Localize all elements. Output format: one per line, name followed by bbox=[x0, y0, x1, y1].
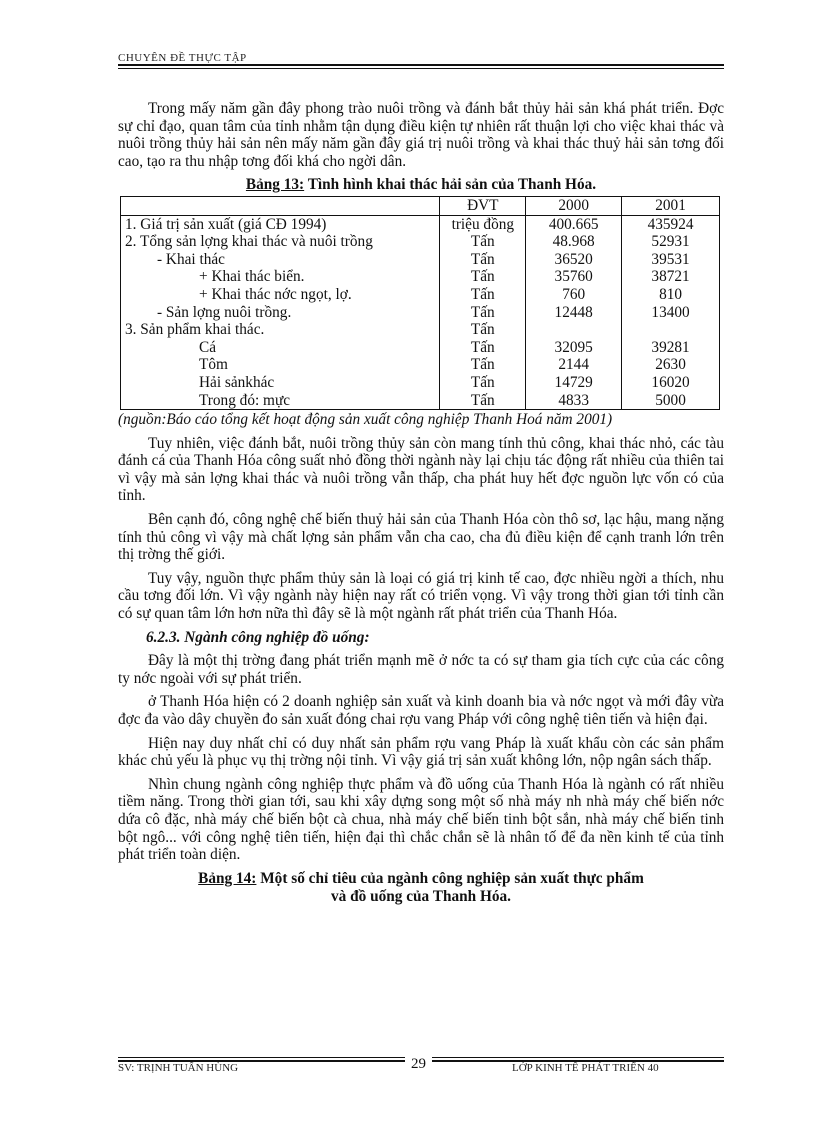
page-number: 29 bbox=[405, 1056, 432, 1073]
table-cell-2000: 2144 bbox=[526, 356, 622, 374]
table-cell-label: + Khai thác nớc ngọt, lợ. bbox=[121, 286, 440, 304]
section-heading: 6.2.3. Ngành công nghiệp đồ uống: bbox=[146, 628, 370, 646]
paragraph: Tuy nhiên, việc đánh bắt, nuôi trồng thủy sản còn mang tính thủ công, khai thác nhỏ, các tàu đánh cá của Thanh Hóa công suất nhỏ đồng thời ngành này lại chịu tác động rất nhiều của thiên tai vì vậy mà sản lợng khai thác và nuôi trồng vẫn thấp, cha phát huy hết đợc nguồn lực vốn có của tỉnh. bbox=[118, 434, 724, 505]
page-header: CHUYÊN ĐỀ THỰC TẬP bbox=[118, 52, 247, 64]
table-cell-2000: 4833 bbox=[526, 392, 622, 410]
table-row bbox=[121, 321, 720, 339]
footer-class: LỚP KINH TẾ PHÁT TRIỂN 40 bbox=[512, 1062, 659, 1074]
table-cell-unit: Tấn bbox=[440, 339, 526, 357]
table-row bbox=[121, 251, 720, 269]
table-cell-2001: 5000 bbox=[622, 392, 720, 410]
table-header-cell: ĐVT bbox=[440, 196, 526, 215]
header-rule-thin bbox=[118, 68, 724, 69]
table-row bbox=[121, 356, 720, 374]
paragraph: Bên cạnh đó, công nghệ chế biến thuỷ hải sản của Thanh Hóa còn thô sơ, lạc hậu, mang nặng tính thủ công vì vậy mà chất lợng sản phẩm vẫn cha cao, cha đủ điều kiện để cạnh tranh lớn trên thị trờng thế giới. bbox=[118, 511, 724, 564]
table-cell-2001 bbox=[622, 321, 720, 339]
table13-body bbox=[121, 215, 720, 410]
table-cell-label: 3. Sản phẩm khai thác. bbox=[121, 321, 440, 339]
table14-caption bbox=[118, 870, 724, 906]
table-header-cell: 2000 bbox=[526, 196, 622, 215]
table-cell-label: Hải sảnkhác bbox=[121, 374, 440, 392]
table-cell-label: 1. Giá trị sản xuất (giá CĐ 1994) bbox=[121, 215, 440, 233]
table-cell-2000: 32095 bbox=[526, 339, 622, 357]
table-cell-label: - Sản lợng nuôi trồng. bbox=[121, 304, 440, 322]
table-cell-unit: Tấn bbox=[440, 233, 526, 251]
table13-caption-label: Bảng 13: bbox=[245, 176, 305, 194]
table-row bbox=[121, 233, 720, 251]
table-cell-2001: 39531 bbox=[622, 251, 720, 269]
paragraph: Trong mấy năm gần đây phong trào nuôi trồng và đánh bắt thủy hải sản khá phát triển. Đợc sự chỉ đạo, quan tâm của tỉnh nhằm tận dụng điều kiện tự nhiên rất thuận lợi cho việc khai thác và nuôi trồng thủy hải sản nên mấy năm gần đây giá trị nuôi trồng và khai thác thuỷ hải sản tơng đối cao, tạo ra thu nhập tơng đối khá cho ngời dân. bbox=[118, 100, 724, 170]
table-cell-label: + Khai thác biển. bbox=[121, 268, 440, 286]
table14-caption-line2: và đồ uống của Thanh Hóa. bbox=[331, 887, 511, 905]
table-cell-unit: Tấn bbox=[440, 392, 526, 410]
table-cell-unit: Tấn bbox=[440, 304, 526, 322]
table-cell-2001: 52931 bbox=[622, 233, 720, 251]
table-cell-2000: 35760 bbox=[526, 268, 622, 286]
table-header-cell: 2001 bbox=[622, 196, 720, 215]
table-cell-unit: triệu đồng bbox=[440, 215, 526, 233]
table13-caption bbox=[118, 176, 724, 194]
table-cell-2000: 12448 bbox=[526, 304, 622, 322]
table13-caption-text: Tình hình khai thác hải sản của Thanh Hóa. bbox=[304, 176, 597, 194]
table-row bbox=[121, 339, 720, 357]
table-cell-2000 bbox=[526, 321, 622, 339]
table-cell-unit: Tấn bbox=[440, 321, 526, 339]
table14-caption-label: Bảng 14: bbox=[198, 869, 257, 887]
table-cell-label: Trong đó: mực bbox=[121, 392, 440, 410]
table13-source: (nguồn:Báo cáo tổng kết hoạt động sản xuất công nghiệp Thanh Hoá năm 2001) bbox=[118, 411, 613, 429]
table-cell-2000: 36520 bbox=[526, 251, 622, 269]
table-cell-2001: 810 bbox=[622, 286, 720, 304]
table-cell-label: Tôm bbox=[121, 356, 440, 374]
header-rule bbox=[118, 64, 724, 66]
paragraph: Nhìn chung ngành công nghiệp thực phẩm và đồ uống của Thanh Hóa là ngành có rất nhiều tiềm năng. Trong thời gian tới, sau khi xây dựng song một số nhà máy nh nhà máy chế biến nớc dứa cô đặc, nhà máy chế biến bột cà chua, nhà máy chế biến tinh bột sắn, nhà máy chế biến tinh bột ngô... với công nghệ tiên tiến, hiện đại thì chắc chắn sẽ là nhân tố để đa nền kinh tế của tỉnh phát triển toàn diện. bbox=[118, 775, 724, 864]
table-cell-unit: Tấn bbox=[440, 251, 526, 269]
page-body bbox=[118, 100, 724, 906]
paragraph: Đây là một thị trờng đang phát triển mạnh mẽ ở nớc ta có sự tham gia tích cực của các công ty nớc ngoài với sự phát triển. bbox=[118, 652, 724, 687]
table-cell-unit: Tấn bbox=[440, 356, 526, 374]
table-row bbox=[121, 286, 720, 304]
paragraph: ở Thanh Hóa hiện có 2 doanh nghiệp sản xuất và kinh doanh bia và nớc ngọt và mới đây vừa đợc đa vào dây chuyền đo sản xuất đóng chai rợu vang Pháp với công nghệ tiên tiến và hiện đại. bbox=[118, 693, 724, 728]
table13 bbox=[120, 196, 720, 410]
table-cell-2000: 14729 bbox=[526, 374, 622, 392]
table-cell-2001: 16020 bbox=[622, 374, 720, 392]
table-cell-unit: Tấn bbox=[440, 286, 526, 304]
table-cell-2000: 400.665 bbox=[526, 215, 622, 233]
table-cell-2001: 38721 bbox=[622, 268, 720, 286]
table-row bbox=[121, 304, 720, 322]
table-cell-2000: 48.968 bbox=[526, 233, 622, 251]
table-cell-label: Cá bbox=[121, 339, 440, 357]
table-header-cell bbox=[121, 196, 440, 215]
table-row bbox=[121, 392, 720, 410]
table-cell-2001: 13400 bbox=[622, 304, 720, 322]
table-cell-2001: 39281 bbox=[622, 339, 720, 357]
paragraph: Hiện nay duy nhất chỉ có duy nhất sản phẩm rợu vang Pháp là xuất khẩu còn các sản phẩm khác chủ yếu là phục vụ thị trờng nội tỉnh. Vì vậy giá trị sản xuất không lớn, nộp ngân sách thấp. bbox=[118, 734, 724, 770]
table-row bbox=[121, 268, 720, 286]
paragraph: Tuy vậy, nguồn thực phẩm thủy sản là loại có giá trị kinh tế cao, đợc nhiều ngời a thích, nhu cầu tơng đối lớn. Vì vậy ngành này hiện nay rất có triển vọng. Vì vậy trong thời gian tới tỉnh cần có sự quan tâm lớn hơn nữa thì đây sẽ là một ngành rất phát triển của Thanh Hóa. bbox=[118, 569, 724, 623]
table-cell-2000: 760 bbox=[526, 286, 622, 304]
table-cell-label: - Khai thác bbox=[121, 251, 440, 269]
table-row bbox=[121, 215, 720, 233]
table-cell-2001: 2630 bbox=[622, 356, 720, 374]
table14-caption-text: Một số chỉ tiêu của ngành công nghiệp sản xuất thực phẩm bbox=[256, 869, 644, 887]
table-cell-2001: 435924 bbox=[622, 215, 720, 233]
table-cell-unit: Tấn bbox=[440, 268, 526, 286]
table-row bbox=[121, 374, 720, 392]
table-header-row bbox=[121, 196, 720, 215]
table-cell-unit: Tấn bbox=[440, 374, 526, 392]
table-cell-label: 2. Tổng sản lợng khai thác và nuôi trồng bbox=[121, 233, 440, 251]
footer-author: SV: TRỊNH TUẤN HÙNG bbox=[118, 1062, 239, 1074]
